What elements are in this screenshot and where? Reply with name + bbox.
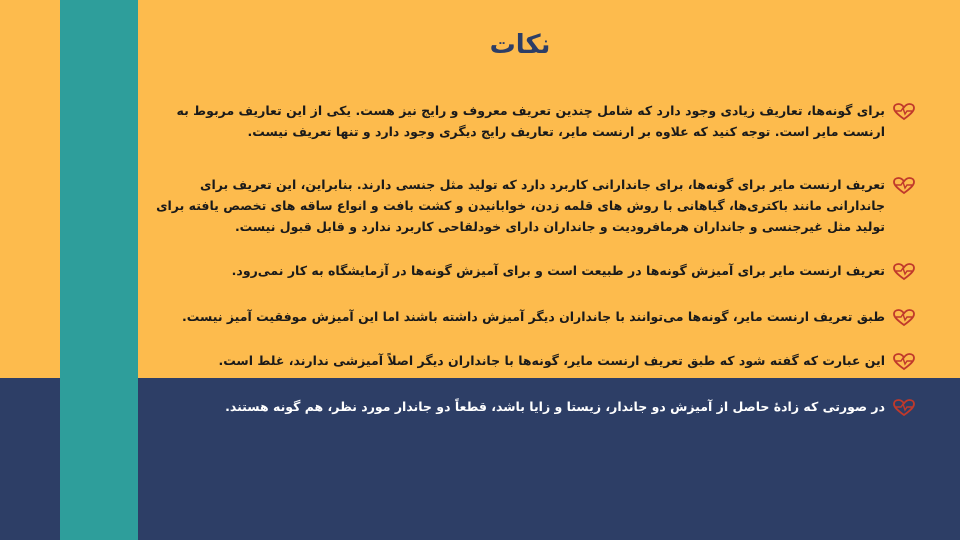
slide-title: نکات <box>489 30 551 60</box>
heart-pulse-icon <box>893 177 915 195</box>
heart-pulse-icon <box>893 353 915 371</box>
bullet-item <box>150 396 915 417</box>
bullet-item <box>150 174 915 237</box>
heart-pulse-icon <box>893 399 915 417</box>
bullet-text: تعریف ارنست مایر برای آمیزش گونه‌ها در طبیعت است و برای آمیزش گونه‌ها در آزمایشگاه به کار نمی‌رود. <box>231 263 885 278</box>
heart-pulse-icon <box>893 263 915 281</box>
heart-pulse-icon <box>893 309 915 327</box>
heart-pulse-icon <box>893 103 915 121</box>
bullet-item <box>150 350 915 371</box>
bullet-item <box>150 100 915 142</box>
bullet-text: تعریف ارنست مایر برای گونه‌ها، برای جاندارانی کاربرد دارد که تولید مثل جنسی دارند. بنابراین، این تعریف برای جاندارانی مانند باکتری‌ها، گیاهانی با روش های قلمه زدن، خوابانیدن و کشت بافت و انواع ساقه های تخصص یافته برای تولید مثل غیرجنسی و جانداران هرمافرودیت و جانداران دارای خودلقاحی کاربرد ندارد و قابل قبول نیست. <box>156 177 885 234</box>
bullet-text: طبق تعریف ارنست مایر، گونه‌ها می‌توانند با جانداران دیگر آمیزش داشته باشند اما این آمیزش موفقیت آمیز نیست. <box>182 309 885 324</box>
bullet-text: در صورتی که زادهٔ حاصل از آمیزش دو جاندار، زیستا و زایا باشد، قطعاً دو جاندار مورد نظر، هم گونه هستند. <box>225 399 885 414</box>
bullet-item <box>150 260 915 281</box>
bullet-text: برای گونه‌ها، تعاریف زیادی وجود دارد که شامل چندین تعریف معروف و رایج نیز هست. یکی از این تعاریف مربوط به ارنست مایر است. توجه کنید که علاوه بر ارنست مایر، تعاریف رایج دیگری وجود دارد و تنها تعریف نیست. <box>176 103 885 139</box>
bullet-item <box>150 306 915 327</box>
bullet-text: این عبارت که گفته شود که طبق تعریف ارنست مایر، گونه‌ها با جانداران دیگر اصلاً آمیزشی ندارند، غلط است. <box>218 353 885 368</box>
decorative-stripe <box>60 0 138 540</box>
